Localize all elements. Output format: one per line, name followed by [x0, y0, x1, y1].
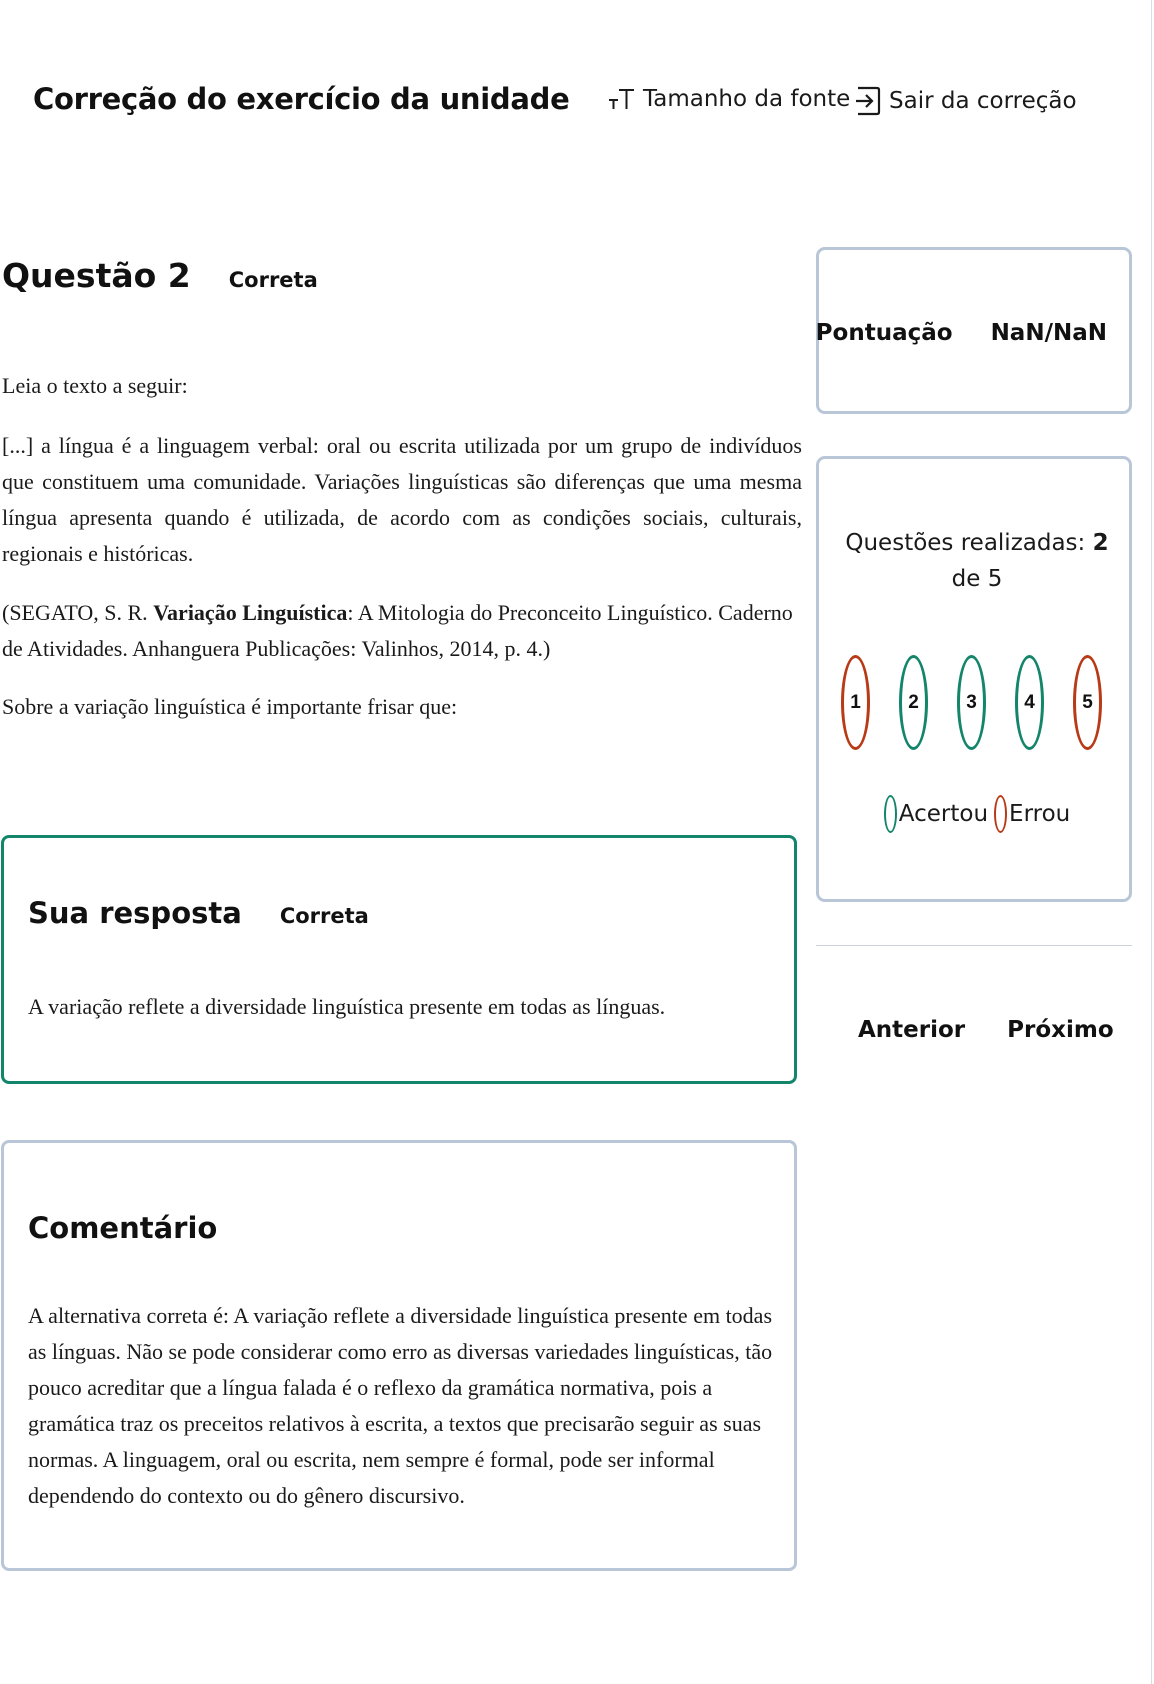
- answer-text: A variação reflete a diversidade linguística presente em todas as línguas.: [28, 994, 666, 1019]
- comment-text: A alternativa correta é: A variação reflete a diversidade linguística presente em todas as línguas. Não se pode considerar como erro as diversas variedades linguísticas, tão pouco acreditar que a língua falada é o reflexo da gramática normativa, pois a gramática traz os preceitos relativos à escrita, a textos que precisarão seguir as suas normas. A linguagem, oral ou escrita, nem sempre é formal, pode ser informal dependendo do contexto ou do gênero discursivo.: [28, 1303, 773, 1508]
- answer-title: Sua resposta: [28, 896, 242, 930]
- question-status: Correta: [228, 268, 318, 292]
- question-nav-4[interactable]: 4: [1015, 655, 1044, 750]
- pager: [858, 1017, 1114, 1043]
- progress-label: Questões realizadas:: [845, 530, 1086, 556]
- question-intro: Leia o texto a seguir:: [2, 373, 188, 398]
- legend: [819, 795, 1135, 833]
- font-size-label: Tamanho da fonte: [643, 86, 851, 112]
- legend-wrong: [994, 795, 1070, 833]
- score-card: [816, 247, 1132, 414]
- answer-status: Correta: [279, 904, 369, 928]
- score-value: NaN/NaN: [990, 320, 1107, 346]
- font-size-button[interactable]: [608, 86, 850, 112]
- source-title: Variação Linguística: [153, 600, 348, 625]
- score-label: Pontuação: [815, 320, 953, 346]
- exit-icon: [855, 86, 881, 116]
- progress-card: [816, 456, 1132, 902]
- answer-heading: [28, 896, 369, 930]
- question-body: [2, 368, 802, 725]
- progress-summary: [819, 525, 1135, 597]
- page-right-edge: [1151, 0, 1152, 1684]
- legend-correct: [884, 795, 988, 833]
- question-nav-5[interactable]: 5: [1073, 655, 1102, 750]
- legend-wrong-label: Errou: [1009, 801, 1071, 827]
- comment-title: Comentário: [28, 1211, 218, 1245]
- progress-done: 2: [1092, 530, 1109, 556]
- exit-correction-button[interactable]: [855, 86, 1077, 116]
- question-heading: [2, 256, 318, 295]
- score-row: [816, 320, 1107, 346]
- side-divider: [816, 945, 1132, 946]
- source-prefix: (SEGATO, S. R.: [2, 600, 154, 625]
- next-button[interactable]: Próximo: [1007, 1017, 1114, 1043]
- question-excerpt: [...] a língua é a linguagem verbal: oral ou escrita utilizada por um grupo de indivíduos que constituem uma comunidade. Variações linguísticas são diferenças que uma mesma língua apresenta quando é utilizada, de acordo com as condições sociais, culturais, regionais e históricas.: [2, 433, 802, 566]
- correct-marker-icon: [884, 795, 897, 833]
- question-nav-1[interactable]: 1: [841, 655, 870, 750]
- legend-correct-label: Acertou: [898, 801, 989, 827]
- comment-card: [1, 1140, 797, 1571]
- wrong-marker-icon: [994, 795, 1007, 833]
- exit-correction-label: Sair da correção: [889, 88, 1077, 114]
- previous-button[interactable]: Anterior: [858, 1017, 966, 1043]
- progress-total: de 5: [951, 566, 1003, 592]
- question-title: Questão 2: [2, 256, 191, 295]
- text-size-icon: [608, 88, 635, 110]
- question-navigator: [841, 655, 1102, 750]
- page-title: Correção do exercício da unidade: [33, 82, 570, 116]
- answer-card: [1, 835, 797, 1084]
- question-source: [2, 595, 802, 667]
- source-suffix: : A Mitologia do Preconceito Linguístico. Caderno de Atividades. Anhanguera Publicações: Valinhos, 2014, p. 4.): [2, 600, 793, 661]
- question-prompt: Sobre a variação linguística é importante frisar que:: [2, 694, 458, 719]
- question-nav-2[interactable]: 2: [899, 655, 928, 750]
- question-nav-3[interactable]: 3: [957, 655, 986, 750]
